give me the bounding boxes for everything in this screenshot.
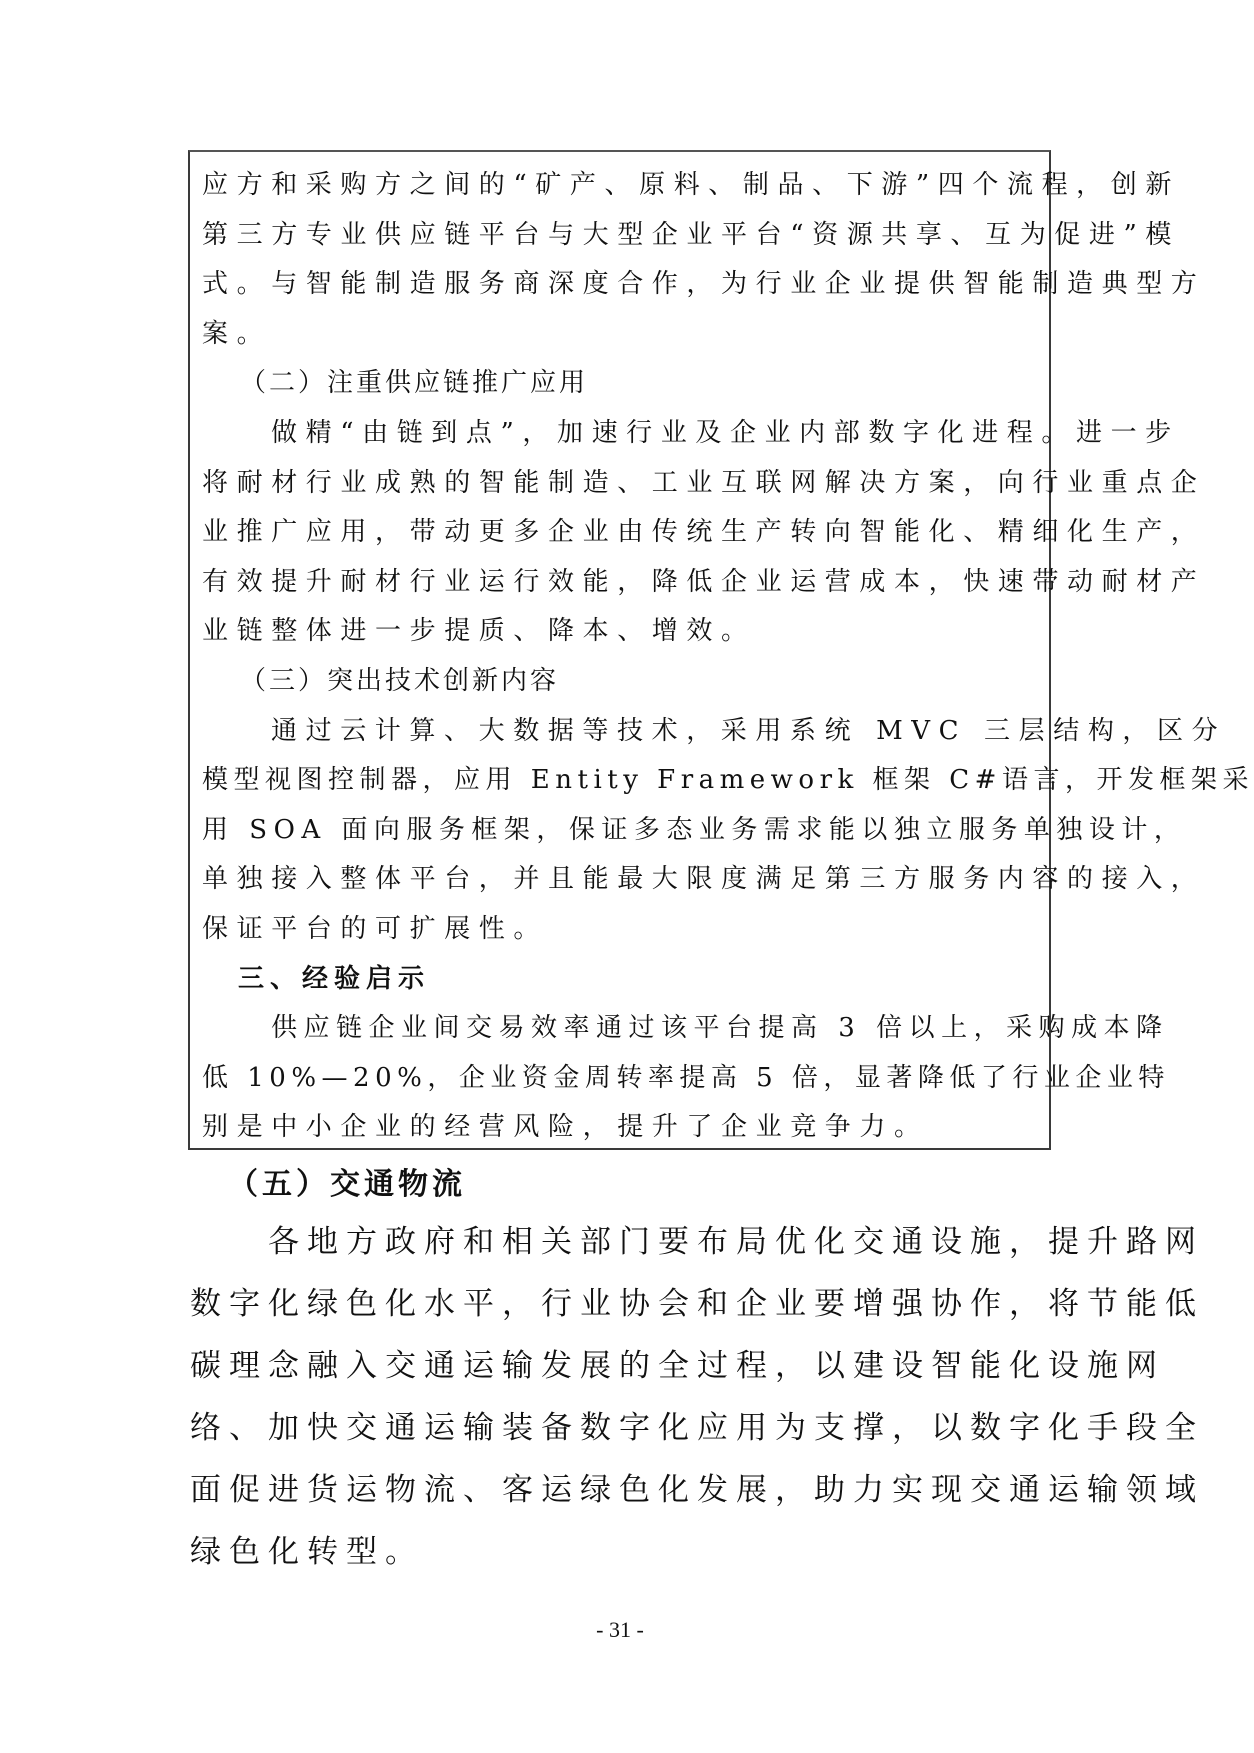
subsection-heading-3: （三）突出技术创新内容 [240,666,560,696]
body-paragraph-line: 绿色化转型。 [190,1534,424,1570]
case-paragraph-line: 应方和采购方之间的“矿产、原料、制品、下游”四个流程，创新 [202,170,1180,200]
body-paragraph-line: 各地方政府和相关部门要布局优化交通设施，提升路网 [268,1224,1204,1260]
page-number: - 31 - [596,1617,644,1642]
case-paragraph-line: 用 SOA 面向服务框架，保证多态业务需求能以独立服务单独设计， [202,814,1187,845]
case-paragraph-line: 模型视图控制器，应用 Entity Framework 框架 C#语言，开发框架采 [202,765,1254,796]
case-paragraph-line: 案。 [202,318,272,349]
case-paragraph-line: 有效提升耐材行业运行效能，降低企业运营成本，快速带动耐材产 [202,566,1206,597]
case-paragraph-line: 别是中小企业的经营风险，提升了企业竞争力。 [202,1112,929,1143]
case-paragraph-line: 第三方专业供应链平台与大型企业平台“资源共享、互为促进”模 [202,219,1180,250]
body-paragraph-line: 数字化绿色化水平，行业协会和企业要增强协作，将节能低 [190,1286,1204,1322]
case-paragraph-line: 式。与智能制造服务商深度合作，为行业企业提供智能制造典型方 [202,269,1206,300]
case-paragraph-line: 做精“由链到点”，加速行业及企业内部数字化进程。进一步 [271,418,1180,448]
case-paragraph-line: 低 10%—20%，企业资金周转率提高 5 倍，显著降低了行业企业特 [202,1062,1170,1093]
section-heading-transport-logistics: （五）交通物流 [228,1167,466,1202]
case-study-box [188,150,1254,1150]
body-paragraph-line: 碳理念融入交通运输发展的全过程，以建设智能化设施网 [190,1348,1165,1384]
case-paragraph-line: 业推广应用，带动更多企业由传统生产转向智能化、精细化生产， [202,517,1206,548]
body-paragraph-line: 面促进货运物流、客运绿色化发展，助力实现交通运输领域 [190,1472,1204,1508]
case-paragraph-line: 业链整体进一步提质、降本、增效。 [202,616,756,647]
case-paragraph-line: 供应链企业间交易效率通过该平台提高 3 倍以上，采购成本降 [271,1013,1169,1044]
body-paragraph-line: 络、加快交通运输装备数字化应用为支撑，以数字化手段全 [190,1410,1204,1446]
case-paragraph-line: 保证平台的可扩展性。 [202,914,549,944]
case-paragraph-line: 单独接入整体平台，并且能最大限度满足第三方服务内容的接入， [202,864,1206,895]
subsection-heading-2: （二）注重供应链推广应用 [240,368,589,399]
section-heading-lessons: 三、经验启示 [238,963,431,994]
case-paragraph-line: 通过云计算、大数据等技术，采用系统 MVC 三层结构，区分 [271,715,1227,746]
case-paragraph-line: 将耐材行业成熟的智能制造、工业互联网解决方案，向行业重点企 [202,467,1206,498]
